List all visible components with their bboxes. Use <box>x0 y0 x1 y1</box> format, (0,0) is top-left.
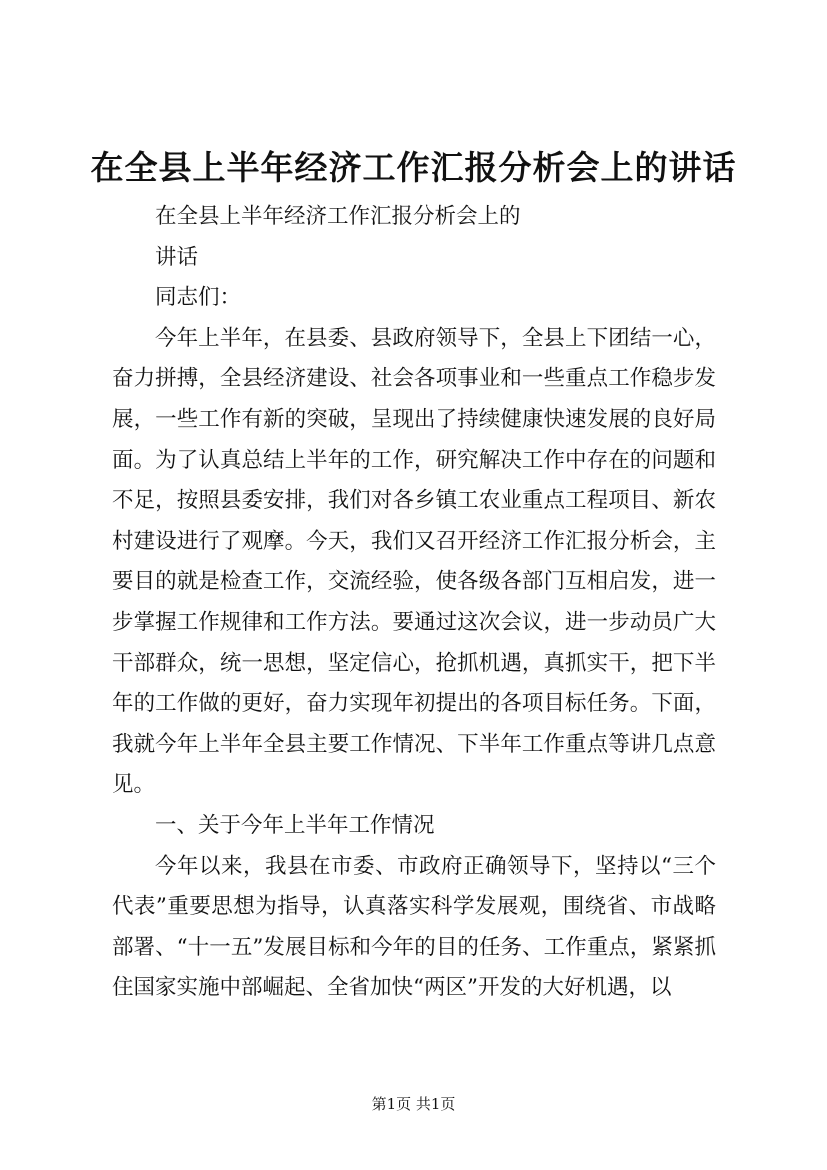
body-paragraph: 今年上半年，在县委、县政府领导下，全县上下团结一心，奋力拼搏，全县经济建设、社会各项事业和一些重点工作稳步发展，一些工作有新的突破，呈现出了持续健康快速发展的良好局面。为了认真总结上半年的工作，研究解决工作中存在的问题和不足，按照县委安排，我们对各乡镇工农业重点工程项目、新农村建设进行了观摩。今天，我们又召开经济工作汇报分析会，主要目的就是检查工作，交流经验，使各级各部门互相启发，进一步掌握工作规律和工作方法。要通过这次会议，进一步动员广大干部群众，统一思想，坚定信心，抢抓机遇，真抓实干，把下半年的工作做的更好，奋力实现年初提出的各项目标任务。下面，我就今年上半年全县主要工作情况、下半年工作重点等讲几点意见。 <box>112 325 716 798</box>
page-number-footer: 第1页 共1页 <box>371 1095 456 1113</box>
section-heading: 一、关于今年上半年工作情况 <box>155 812 435 838</box>
body-paragraph: 讲话 <box>155 244 199 270</box>
document-body <box>112 197 716 1009</box>
body-paragraph: 今年以来，我县在市委、市政府正确领导下，坚持以“三个代表”重要思想为指导，认真落实科学发展观，围绕省、市战略部署、“十一五”发展目标和今年的目的任务、工作重点，紧紧抓住国家实施中部崛起、全省加快“两区”开发的大好机遇，以 <box>112 853 716 1001</box>
body-paragraph: 在全县上半年经济工作汇报分析会上的 <box>155 204 521 229</box>
document-title: 在全县上半年经济工作汇报分析会上的讲话 <box>90 148 737 187</box>
salutation: 同志们： <box>155 285 242 311</box>
